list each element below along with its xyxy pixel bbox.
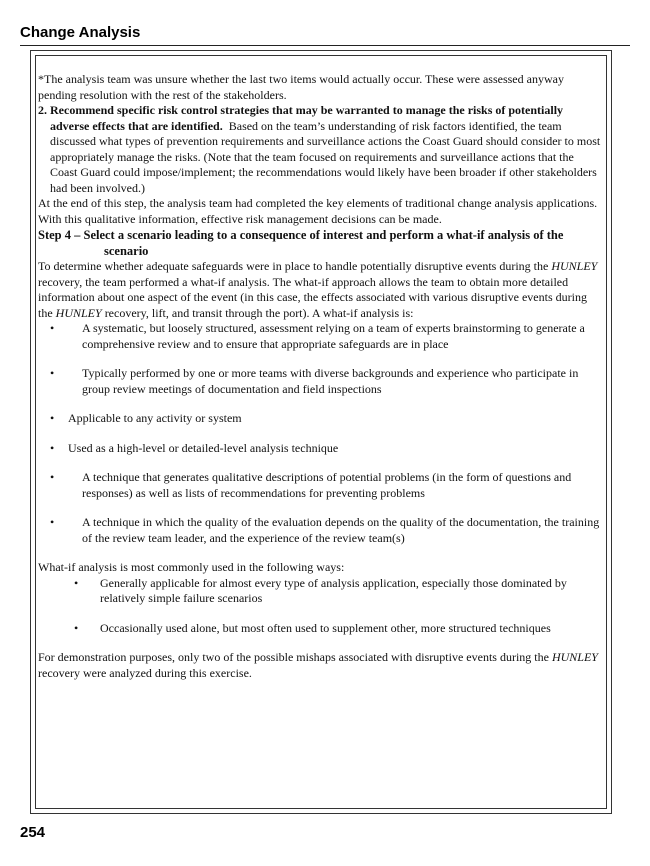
usage-intro: What-if analysis is most commonly used in the following ways: xyxy=(38,560,345,574)
list-item xyxy=(38,470,602,501)
list-item-text: Occasionally used alone, but most often used to supplement other, more structured techniques xyxy=(100,620,551,635)
page-number: 254 xyxy=(20,824,46,841)
list-item-text: Generally applicable for almost every type of analysis application, especially those dominated by relatively simple failure scenarios xyxy=(100,575,567,605)
intro-text-1: To determine whether adequate safeguards were in place to handle potentially disruptive events during the xyxy=(38,259,552,273)
footnote: *The analysis team was unsure whether the last two items would actually occur. These were assessed anyway pending resolution with the rest of the stakeholders. xyxy=(38,72,564,102)
list-item xyxy=(38,576,602,607)
closing-text-2: recovery were analyzed during this exercise. xyxy=(38,665,252,680)
step4-heading: Step 4 – Select a scenario leading to a consequence of interest and perform a what-if analysis of the scenario xyxy=(38,228,564,258)
list-item xyxy=(38,321,602,352)
recommendation-heading: 2. Recommend specific risk control strategies that may be warranted to manage the risks of potentially adverse effects that are identified. xyxy=(38,103,564,133)
list-item xyxy=(38,366,602,397)
characteristics-list xyxy=(38,321,602,546)
running-header: Change Analysis xyxy=(20,24,141,41)
intro-paragraph xyxy=(38,259,602,321)
list-item xyxy=(38,621,602,637)
recommendation-body: Based on the team’s understanding of risk factors identified, the team discussed what types of prevention requirements and surveillance actions the Coast Guard should consider to most appropriately manage the risks. (Note that the team focused on requirements and surveillance actions that the Coast Guard could impose/implement; the recommendations would likely have been broader if other stakeholders had been involved.) xyxy=(50,118,601,195)
list-item xyxy=(38,515,602,546)
header-rule xyxy=(20,45,630,46)
list-item-text: • Used as a high-level or detailed-level analysis technique xyxy=(68,440,339,455)
closing-paragraph xyxy=(38,650,602,681)
uses-list xyxy=(38,576,602,637)
hunley-italic: HUNLEY xyxy=(551,259,598,273)
list-item xyxy=(38,441,602,457)
list-item-text: • A technique that generates qualitative descriptions of potential problems (in the form of questions and responses) as well as lists of recommendations for preventing problems xyxy=(82,470,572,500)
recommendation-item xyxy=(38,103,602,196)
list-item-text: • Applicable to any activity or system xyxy=(68,411,242,425)
list-item xyxy=(38,411,602,427)
page-content xyxy=(38,72,602,681)
summary-paragraph: At the end of this step, the analysis team had completed the key elements of traditional change analysis applications. With this qualitative information, effective risk management decisions can be made. xyxy=(38,196,598,226)
intro-text-2: recovery, the team performed a what-if analysis. The what-if approach allows the team to obtain more detailed information about one aspect of the event (in this case, the effects associated with various disruptive events during the xyxy=(38,274,587,320)
list-item-text: • A technique in which the quality of the evaluation depends on the quality of the documentation, the training of the review team leader, and the experience of the review team(s) xyxy=(82,515,600,545)
intro-text-3: recovery, lift, and transit through the port). A what-if analysis is: xyxy=(101,305,414,320)
list-item-text: • A systematic, but loosely structured, assessment relying on a team of experts brainstorming to generate a comprehensive review and to ensure that appropriate safeguards are in place xyxy=(82,321,585,351)
closing-text-1: For demonstration purposes, only two of the possible mishaps associated with disruptive events during the xyxy=(38,650,552,664)
list-item-text: • Typically performed by one or more teams with diverse backgrounds and experience who participate in group review meetings of documentation and field inspections xyxy=(82,366,579,396)
hunley-italic: HUNLEY xyxy=(551,650,598,664)
hunley-italic: HUNLEY xyxy=(55,305,102,320)
